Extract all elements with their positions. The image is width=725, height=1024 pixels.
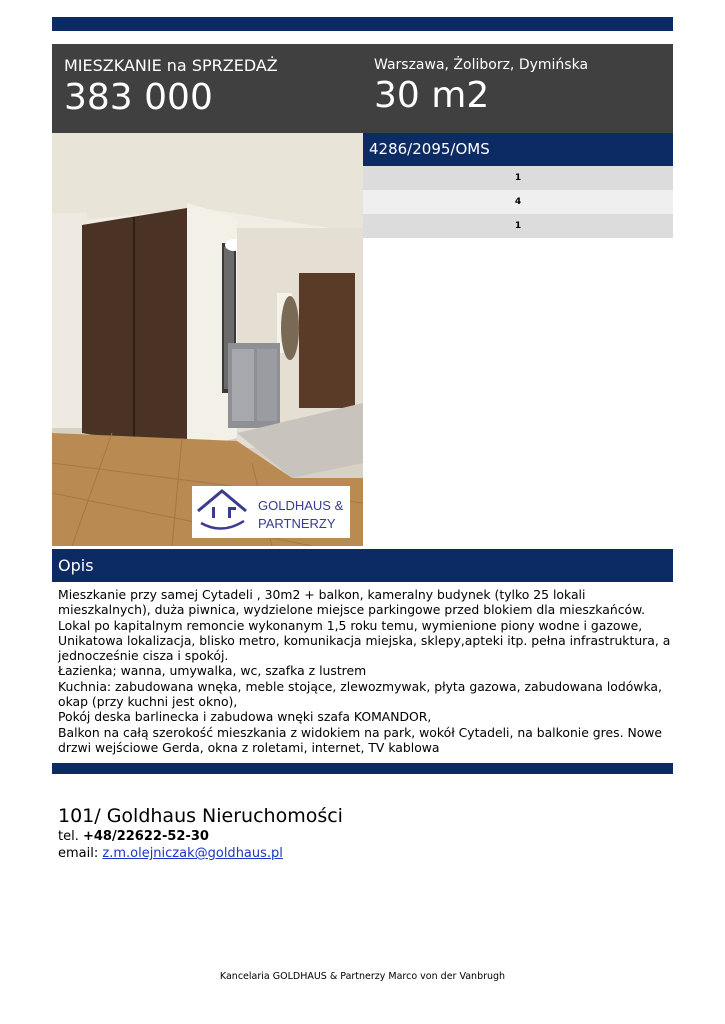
header-right [374,56,588,116]
description-line: drzwi wejściowe Gerda, okna z roletami, internet, TV kablowa [58,739,440,755]
description-body [58,587,670,755]
offer-type: MIESZKANIE na SPRZEDAŻ [64,56,278,75]
description-line: mieszkalnych), duża piwnica, wydzielone miejsce parkingowe przed blokiem dla mieszkańców. [58,602,646,618]
email-label: email: [58,846,99,861]
phone-number: +48/22622-52-30 [82,829,209,844]
footer-text: Kancelaria GOLDHAUS & Partnerzy Marco von der Vanbrugh [219,971,506,982]
description-line: okap (przy kuchni jest okno), [58,694,238,710]
property-photo [52,133,363,546]
detail-row: 4 [363,190,673,214]
description-line: Pokój deska barlinecka i zabudowa wnęki szafa KOMANDOR, [58,709,432,725]
description-line: Kuchnia: zabudowana wnęka, meble stojące, zlewozmywak, płyta gazowa, zabudowana lodówka, [58,678,662,694]
logo-text-line1: GOLDHAUS & [258,498,344,513]
bottom-decorative-bar [52,763,673,774]
email-link[interactable]: z.m.olejniczak@goldhaus.pl [102,846,283,861]
email-row [58,845,343,862]
header-left [64,56,278,118]
area: 30 m2 [374,75,490,116]
agent-name: 101/ Goldhaus Nieruchomości [58,805,343,827]
phone-row [58,828,343,845]
detail-row: 1 [363,214,673,238]
description-line: Lokal po kapitalnym remoncie wykonanym 1,5 roku temu, wymienione piony wodne i gazowe, [58,617,643,633]
description-line: Unikatowa lokalizacja, blisko metro, komunikacja miejska, sklepy,apteki itp. pełna infrastruktura, a [58,632,671,648]
tel-label: tel. [58,829,79,844]
description-line: jednocześnie cisza i spokój. [58,648,229,664]
price: 383 000 [64,77,213,118]
logo-text-line2: PARTNERZY [258,516,336,531]
agent-contact [58,804,343,862]
top-decorative-bar [52,17,673,31]
listing-header [52,44,673,133]
description-line: Mieszkanie przy samej Cytadeli , 30m2 + balkon, kameralny budynek (tylko 25 lokali [58,587,586,602]
description-line: Balkon na całą szerokość mieszkania z widokiem na park, wokół Cytadeli, na balkonie gres. Nowe [58,724,663,740]
listing-reference: 4286/2095/OMS [363,133,673,166]
description-heading: Opis [52,549,673,582]
description-line: Łazienka; wanna, umywalka, wc, szafka z lustrem [58,663,367,679]
location: Warszawa, Żoliborz, Dymińska [374,57,589,73]
detail-row: 1 [363,166,673,190]
